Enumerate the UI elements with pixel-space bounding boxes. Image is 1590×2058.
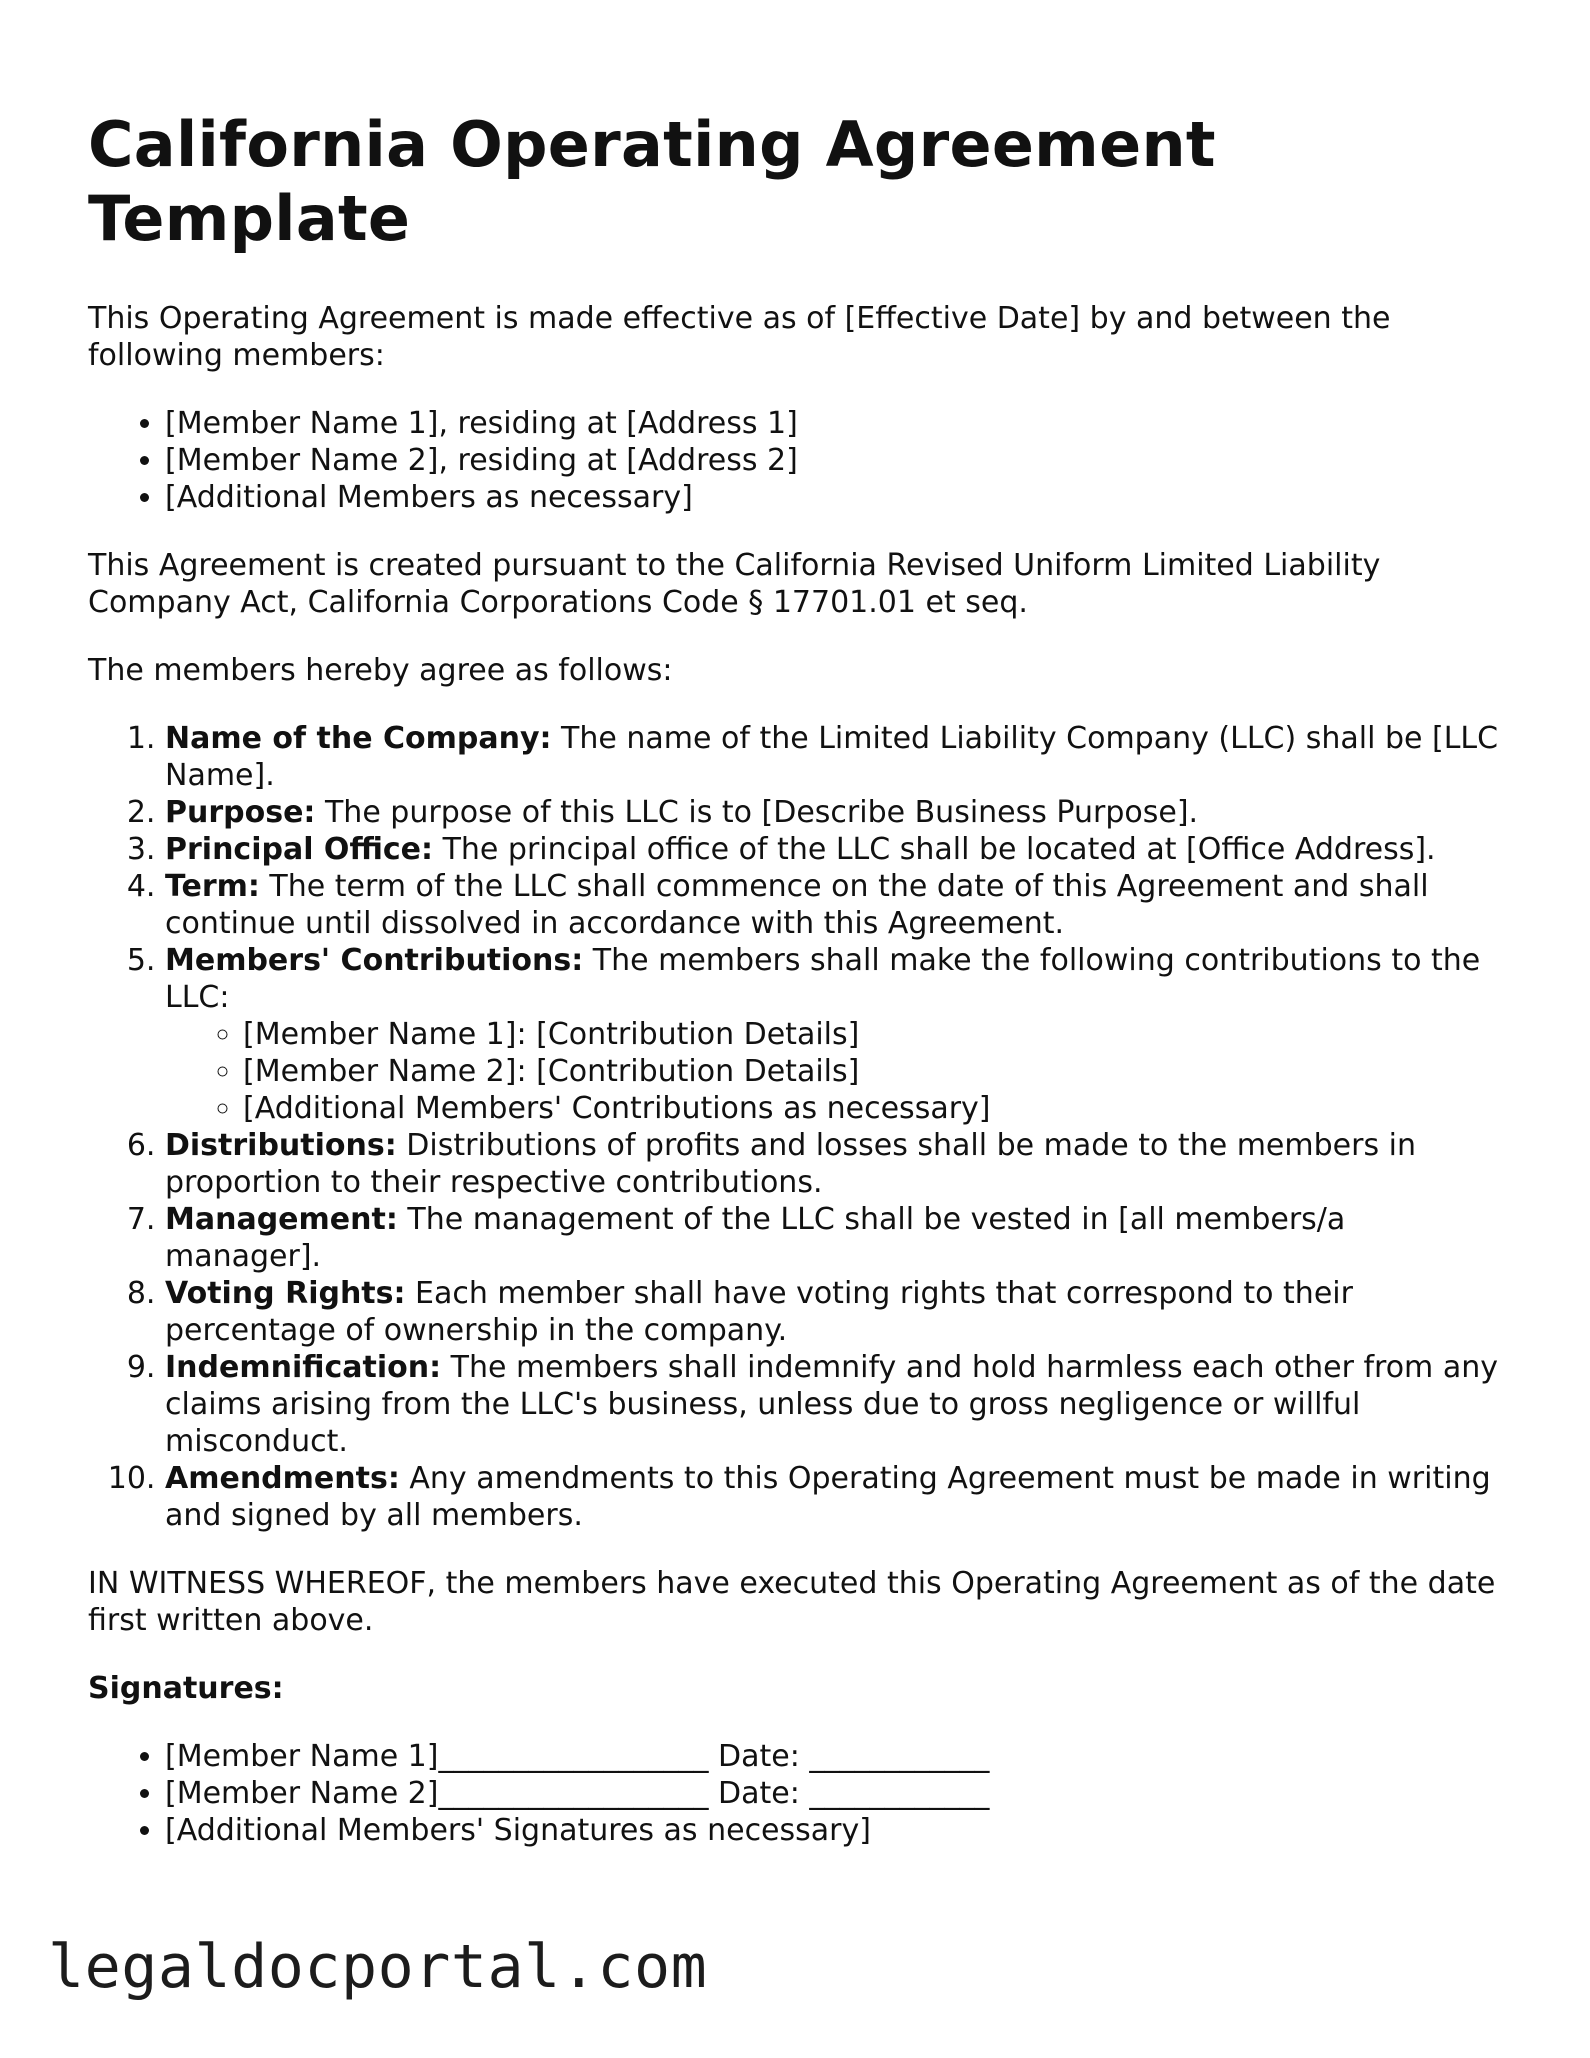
term-text: The principal office of the LLC shall be located at [Office Address]. [433, 832, 1436, 867]
term-text: Each member shall have voting rights that correspond to their percentage of ownership in the company. [165, 1276, 1353, 1348]
contribution-item: ◦ [Member Name 2]: [Contribution Details] [243, 1053, 1508, 1090]
agree-paragraph: The members hereby agree as follows: [88, 653, 673, 688]
signature-line: • [Additional Members' Signatures as necessary] [165, 1812, 1508, 1849]
term-item [165, 831, 1508, 868]
term-heading: Indemnification: [165, 1350, 442, 1385]
member-item: • [Additional Members as necessary] [165, 479, 1508, 516]
term-heading: Members' Contributions: [165, 943, 584, 978]
term-text: Any amendments to this Operating Agreement must be made in writing and signed by all members. [165, 1461, 1491, 1533]
signature-line: • [Member Name 1]__________________ Date: ____________ [165, 1738, 1508, 1775]
term-heading: Voting Rights: [165, 1276, 406, 1311]
term-heading: Management: [165, 1202, 398, 1237]
document-title: California Operating Agreement Template [88, 108, 1216, 255]
member-item: • [Member Name 2], residing at [Address 2] [165, 442, 1508, 479]
signatures-list [88, 1738, 1508, 1849]
term-text: The purpose of this LLC is to [Describe Business Purpose]. [315, 795, 1199, 830]
document-page [88, 108, 1508, 1880]
term-text: The members shall make the following contributions to the LLC: [165, 943, 1481, 1015]
intro-paragraph: This Operating Agreement is made effective as of [Effective Date] by and between the following members: [88, 301, 1391, 373]
contribution-item: ◦ [Additional Members' Contributions as necessary] [243, 1090, 1508, 1127]
term-heading: Purpose: [165, 795, 316, 830]
term-item [165, 942, 1508, 1127]
signatures-heading-paragraph [88, 1670, 1508, 1707]
contributions-list [165, 1016, 1508, 1127]
witness-paragraph: IN WITNESS WHEREOF, the members have executed this Operating Agreement as of the date first written above. [88, 1566, 1496, 1638]
term-heading: Name of the Company: [165, 721, 552, 756]
term-text: The name of the Limited Liability Company (LLC) shall be [LLC Name]. [165, 721, 1499, 793]
term-item [165, 1127, 1508, 1201]
term-text: The term of the LLC shall commence on the date of this Agreement and shall continue until dissolved in accordance with this Agreement. [165, 869, 1429, 941]
signature-line: • [Member Name 2]__________________ Date: ____________ [165, 1775, 1508, 1812]
term-heading: Distributions: [165, 1128, 397, 1163]
term-text: The members shall indemnify and hold harmless each other from any claims arising from the LLC's business, unless due to gross negligence or willful misconduct. [165, 1350, 1498, 1459]
term-item [165, 868, 1508, 942]
watermark-text: legaldocportal.com [48, 1932, 708, 2002]
term-item [165, 1460, 1508, 1534]
term-item [165, 794, 1508, 831]
term-text: The management of the LLC shall be vested in [all members/a manager]. [165, 1202, 1346, 1274]
contribution-item: ◦ [Member Name 1]: [Contribution Details] [243, 1016, 1508, 1053]
term-item [165, 720, 1508, 794]
term-item [165, 1349, 1508, 1460]
members-list [88, 405, 1508, 516]
term-heading: Principal Office: [165, 832, 434, 867]
signatures-heading: Signatures: [88, 1671, 284, 1706]
term-heading: Amendments: [165, 1461, 400, 1496]
term-heading: Term: [165, 869, 260, 904]
term-item [165, 1275, 1508, 1349]
act-paragraph: This Agreement is created pursuant to the California Revised Uniform Limited Liability Company Act, California Corporations Code § 17701.01 et seq. [88, 548, 1381, 620]
term-item [165, 1201, 1508, 1275]
terms-list [88, 720, 1508, 1534]
member-item: • [Member Name 1], residing at [Address 1] [165, 405, 1508, 442]
term-text: Distributions of profits and losses shall be made to the members in proportion to their respective contributions. [165, 1128, 1416, 1200]
